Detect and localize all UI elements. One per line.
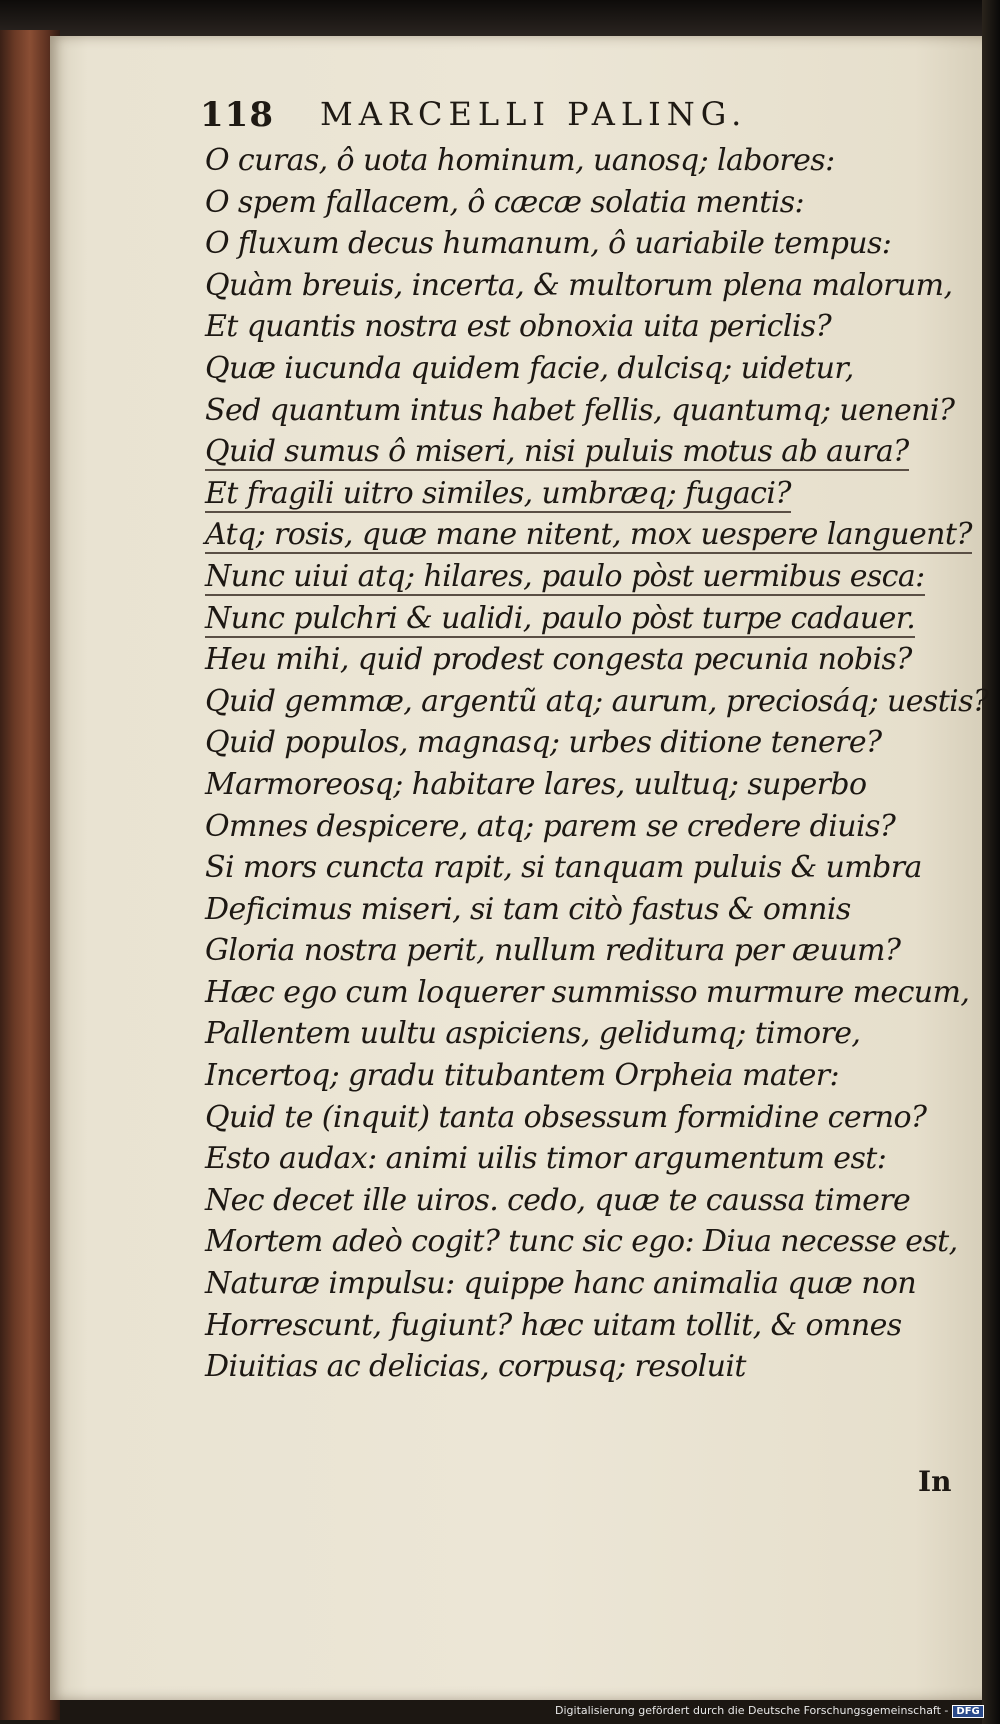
- verse-line: [205, 764, 945, 806]
- verse-line: [205, 639, 945, 681]
- verse-line: [205, 223, 945, 265]
- verse-line: [205, 847, 945, 889]
- verse-line: [205, 390, 955, 432]
- verse-line: [205, 514, 972, 556]
- verse-line-text: Nunc uiui atq; hilares, paulo pòst uermibus esca:: [205, 558, 925, 594]
- verse-line: [205, 806, 945, 848]
- credit-text: Digitalisierung gefördert durch die Deutsche Forschungsgemeinschaft -: [555, 1704, 949, 1717]
- verse-line: [205, 1221, 958, 1263]
- verse-line-text: Gloria nostra perit, nullum reditura per æuum?: [205, 933, 901, 969]
- verse-line: [205, 182, 945, 224]
- verse-line: [205, 431, 945, 473]
- verse-line: [205, 1055, 945, 1097]
- verse-line: [205, 348, 945, 390]
- verse-line: [205, 556, 945, 598]
- verse-line-text: Quid te (inquit) tanta obsessum formidine cerno?: [205, 1099, 927, 1135]
- verse-text: [205, 140, 989, 1388]
- verse-line: [205, 265, 953, 307]
- catchword: In: [918, 1465, 952, 1498]
- verse-line: [205, 140, 945, 182]
- scan-right-edge: [982, 0, 1000, 1724]
- verse-line-text: O spem fallacem, ô cæcæ solatia mentis:: [205, 184, 805, 220]
- verse-line-text: Quæ iucunda quidem facie, dulcisq; uidetur,: [205, 350, 854, 386]
- verse-line-text: Et fragili uitro similes, umbræq; fugaci?: [205, 475, 791, 511]
- running-head: MARCELLI PALING.: [320, 95, 748, 133]
- verse-line-text: Naturæ impulsu: quippe hanc animalia quæ non: [205, 1266, 917, 1302]
- verse-line-text: Heu mihi, quid prodest congesta pecunia nobis?: [205, 642, 912, 678]
- verse-line-text: Si mors cuncta rapit, si tanquam puluis & umbra: [205, 850, 922, 886]
- verse-line-text: Nec decet ille uiros. cedo, quæ te caussa timere: [205, 1182, 911, 1218]
- verse-line-text: O curas, ô uota hominum, uanosq; labores:: [205, 143, 835, 178]
- verse-line: [205, 681, 989, 723]
- verse-line-text: Hæc ego cum loquerer summisso murmure mecum,: [205, 974, 970, 1010]
- verse-line-text: Atq; rosis, quæ mane nitent, mox uespere languent?: [205, 517, 972, 553]
- verse-line-text: Et quantis nostra est obnoxia uita periclis?: [205, 309, 832, 345]
- verse-line: [205, 1180, 945, 1222]
- verse-line-text: Omnes despicere, atq; parem se credere diuis?: [205, 808, 896, 844]
- page-header: [200, 95, 800, 145]
- verse-line: [205, 1138, 945, 1180]
- verse-line: [205, 930, 945, 972]
- verse-line: [205, 1097, 945, 1139]
- verse-line-text: Mortem adeò cogit? tunc sic ego: Diua necesse est,: [205, 1224, 958, 1260]
- verse-line-text: Quid populos, magnasq; urbes ditione tenere?: [205, 725, 882, 761]
- verse-line: [205, 1013, 945, 1055]
- verse-line-text: Quid gemmæ, argentũ atq; aurum, preciosáq; uestis?: [205, 683, 989, 719]
- verse-line: [205, 1305, 945, 1347]
- verse-line-text: O fluxum decus humanum, ô uariabile tempus:: [205, 226, 892, 262]
- verse-line: [205, 306, 945, 348]
- verse-line-text: Esto audax: animi uilis timor argumentum est:: [205, 1141, 887, 1177]
- verse-line: [205, 722, 945, 764]
- verse-line-text: Quid sumus ô miseri, nisi puluis motus ab aura?: [205, 434, 909, 470]
- verse-line-text: Sed quantum intus habet fellis, quantumq; ueneni?: [205, 392, 955, 428]
- verse-line-text: Diuitias ac delicias, corpusq; resoluit: [205, 1349, 746, 1385]
- digitization-credit: [555, 1704, 995, 1722]
- verse-line-text: Nunc pulchri & ualidi, paulo pòst turpe cadauer.: [205, 600, 916, 636]
- verse-line: [205, 1263, 945, 1305]
- verse-line: [205, 1346, 945, 1388]
- verse-line-text: Pallentem uultu aspiciens, gelidumq; timore,: [205, 1016, 861, 1052]
- verse-line-text: Quàm breuis, incerta, & multorum plena malorum,: [205, 267, 953, 303]
- page-number: 118: [200, 95, 274, 135]
- verse-line-text: Deficimus miseri, si tam citò fastus & omnis: [205, 891, 851, 927]
- verse-line-text: Marmoreosq; habitare lares, uultuq; superbo: [205, 766, 867, 802]
- verse-line: [205, 598, 945, 640]
- verse-line: [205, 473, 945, 515]
- dfg-logo: DFG: [952, 1705, 983, 1718]
- verse-line: [205, 972, 970, 1014]
- verse-line: [205, 889, 945, 931]
- scan-top-edge: [0, 0, 1000, 36]
- verse-line-text: Incertoq; gradu titubantem Orpheia mater:: [205, 1058, 839, 1094]
- verse-line-text: Horrescunt, fugiunt? hæc uitam tollit, & omnes: [205, 1307, 902, 1343]
